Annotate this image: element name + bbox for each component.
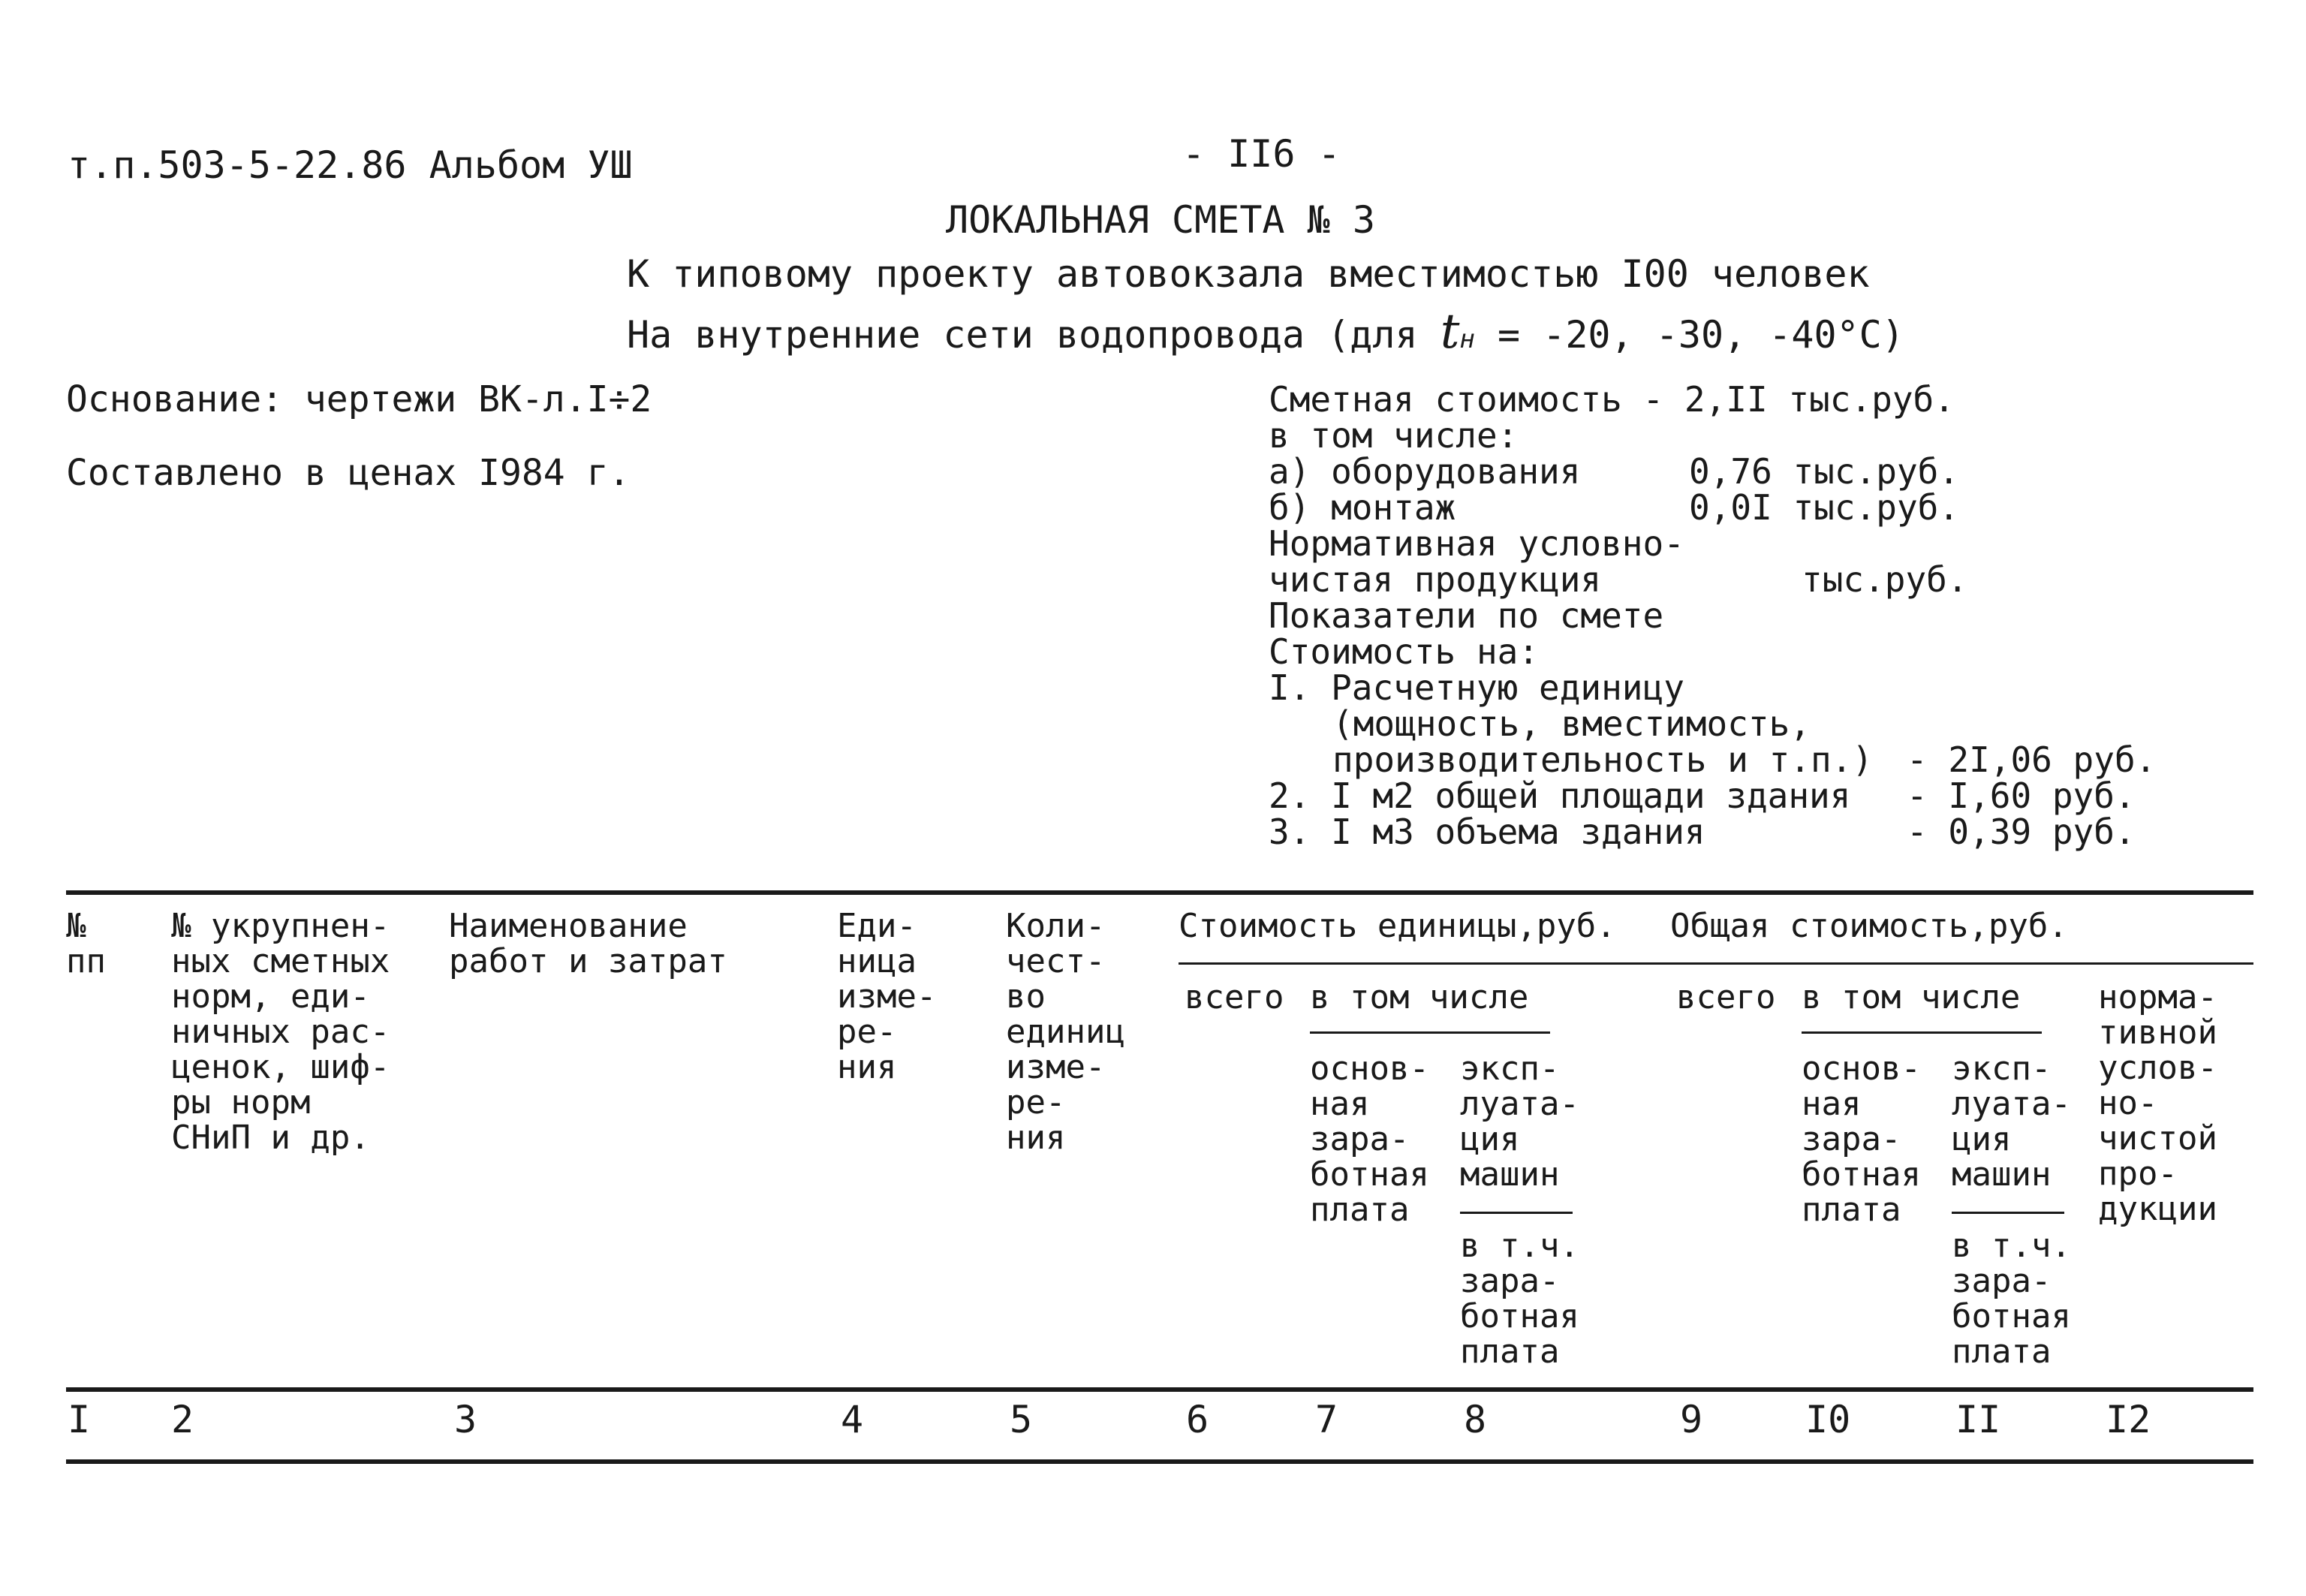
unit-total-header: всего bbox=[1185, 978, 1284, 1016]
installation-value: 0,0I тыс.руб. bbox=[1689, 487, 1960, 528]
page-title: ЛОКАЛЬНАЯ СМЕТА № 3 bbox=[946, 198, 1375, 242]
subtitle-network bbox=[627, 304, 1904, 360]
column-number: 7 bbox=[1315, 1398, 1338, 1441]
normative-label-1: Нормативная условно- bbox=[1269, 523, 1684, 564]
indicator-3-value: - 0,39 руб. bbox=[1907, 812, 2136, 852]
column-number: 9 bbox=[1680, 1398, 1703, 1441]
indicator-1-line-1: I. Расчетную единицу bbox=[1269, 667, 1684, 708]
column-number: I2 bbox=[2106, 1398, 2151, 1441]
indicator-2-label: 2. I м2 общей площади здания bbox=[1269, 775, 1851, 816]
normative-unit: тыс.руб. bbox=[1802, 559, 1968, 600]
column-number: I0 bbox=[1805, 1398, 1851, 1441]
installation-label: б) монтаж bbox=[1269, 487, 1456, 528]
column-number: I bbox=[68, 1398, 91, 1441]
total-including-header: в том числе bbox=[1802, 978, 2021, 1016]
subtitle-network-suffix: = -20, -30, -40°С) bbox=[1498, 313, 1904, 357]
column-number: 6 bbox=[1186, 1398, 1209, 1441]
table-bottom-rule bbox=[66, 1459, 2253, 1464]
equipment-value: 0,76 тыс.руб. bbox=[1689, 451, 1960, 492]
unit-including-header: в том числе bbox=[1310, 978, 1529, 1016]
column-number: 5 bbox=[1010, 1398, 1033, 1441]
unit-base-wage-header: основ- ная зара- ботная плата bbox=[1310, 1049, 1429, 1229]
indicator-2-value: - I,60 руб. bbox=[1907, 775, 2136, 816]
unit-machine-header: эксп- луата- ция машин bbox=[1460, 1049, 1579, 1194]
cost-group-rule bbox=[1179, 962, 2253, 965]
total-cost-group-header: Общая стоимость,руб. bbox=[1670, 907, 2068, 945]
col-work-name-header: Наименование работ и затрат bbox=[449, 907, 727, 980]
column-number: II bbox=[1955, 1398, 2001, 1441]
normative-product-header: норма- тивной услов- но- чистой про- дукции bbox=[2098, 978, 2217, 1228]
unit-machine-rule bbox=[1460, 1212, 1573, 1214]
indicator-3-label: 3. I м3 объема здания bbox=[1269, 812, 1705, 852]
total-including-rule bbox=[1802, 1031, 2042, 1034]
temperature-symbol: t bbox=[1440, 304, 1460, 360]
indicator-1-line-3: производительность и т.п.) bbox=[1332, 739, 1874, 780]
column-number: 3 bbox=[454, 1398, 477, 1441]
col-row-number-header: № пп bbox=[66, 907, 106, 980]
estimated-cost: Сметная стоимость - 2,II тыс.руб. bbox=[1269, 379, 1955, 420]
basis-drawings: Основание: чертежи ВК-л.I÷2 bbox=[66, 378, 652, 420]
total-machine-header: эксп- луата- ция машин bbox=[1952, 1049, 2071, 1194]
column-number: 8 bbox=[1464, 1398, 1487, 1441]
equipment-label: а) оборудования bbox=[1269, 451, 1581, 492]
unit-including-rule bbox=[1310, 1031, 1550, 1034]
total-total-header: всего bbox=[1676, 978, 1776, 1016]
col-unit-header: Еди- ница изме- ре- ния bbox=[837, 907, 937, 1086]
normative-label-2: чистая продукция bbox=[1269, 559, 1602, 600]
table-top-rule bbox=[66, 890, 2253, 895]
header-bottom-rule bbox=[66, 1387, 2253, 1392]
basis-prices: Составлено в ценах I984 г. bbox=[66, 452, 631, 494]
subtitle-network-prefix: На внутренние сети водопровода (для bbox=[627, 313, 1418, 357]
indicators-label: Показатели по смете bbox=[1269, 595, 1664, 636]
unit-machine-wage-header: в т.ч. зара- ботная плата bbox=[1460, 1227, 1579, 1371]
temperature-symbol-subscript: н bbox=[1459, 324, 1475, 354]
total-base-wage-header: основ- ная зара- ботная плата bbox=[1802, 1049, 1921, 1229]
cost-for-label: Стоимость на: bbox=[1269, 631, 1540, 672]
indicator-1-value: - 2I,06 руб. bbox=[1907, 739, 2157, 780]
total-machine-rule bbox=[1952, 1212, 2064, 1214]
including-label: в том числе: bbox=[1269, 415, 1519, 456]
page-number: - II6 - bbox=[1182, 132, 1341, 176]
document-reference: т.п.503-5-22.86 Альбом УШ bbox=[68, 143, 633, 187]
unit-cost-group-header: Стоимость единицы,руб. bbox=[1179, 907, 1616, 945]
column-number: 2 bbox=[171, 1398, 194, 1441]
subtitle-project: К типовому проекту автовокзала вместимостью I00 человек bbox=[627, 252, 1870, 296]
total-machine-wage-header: в т.ч. зара- ботная плата bbox=[1952, 1227, 2071, 1371]
col-quantity-header: Коли- чест- во единиц изме- ре- ния bbox=[1006, 907, 1125, 1157]
indicator-1-line-2: (мощность, вместимость, bbox=[1332, 703, 1811, 744]
column-number: 4 bbox=[841, 1398, 864, 1441]
col-norm-code-header: № укрупнен- ных сметных норм, еди- ничных рас- ценок, шиф- ры норм СНиП и др. bbox=[171, 907, 390, 1157]
